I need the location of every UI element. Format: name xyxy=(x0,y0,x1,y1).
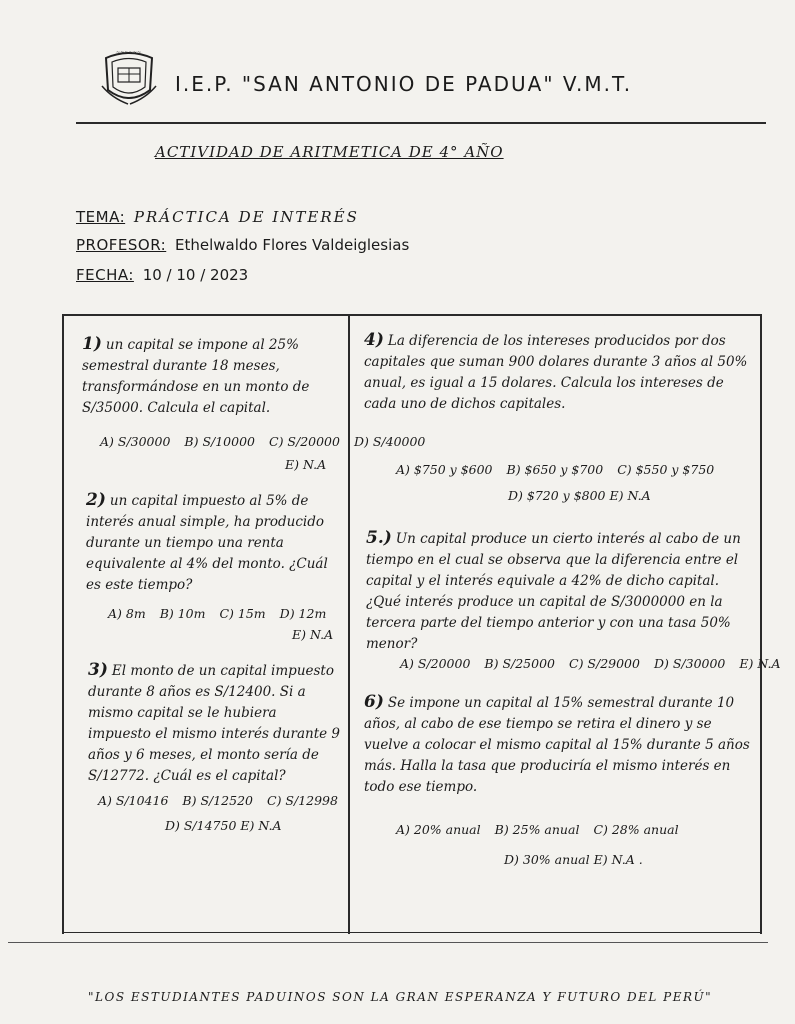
column-divider xyxy=(348,314,350,934)
option: A) $750 y $600 xyxy=(396,462,493,477)
tema-row xyxy=(76,208,359,226)
question-number: 4) xyxy=(364,330,384,350)
question-2-options xyxy=(108,606,340,621)
question-6-extra: D) 30% anual E) N.A . xyxy=(504,852,643,867)
footer-divider xyxy=(8,942,768,943)
question-number: 6) xyxy=(364,692,384,712)
option: B) $650 y $700 xyxy=(506,462,604,477)
question-4-options xyxy=(396,462,728,477)
option: C) S/29000 xyxy=(569,656,640,671)
option: A) 8m xyxy=(108,606,146,621)
profesor-label: PROFESOR: xyxy=(76,236,167,254)
box-left-rule xyxy=(62,314,64,934)
question-number: 2) xyxy=(86,490,106,510)
question-5 xyxy=(366,528,756,655)
question-3 xyxy=(88,660,343,787)
fecha-label: FECHA: xyxy=(76,266,134,284)
option: D) 12m xyxy=(279,606,327,621)
option: C) S/20000 xyxy=(269,434,340,449)
school-seal-logo xyxy=(100,46,158,108)
option: A) 20% anual xyxy=(396,822,481,837)
option: D) S/40000 xyxy=(353,434,426,449)
option: B) 10m xyxy=(159,606,206,621)
header-divider xyxy=(76,122,766,124)
option: E) N.A xyxy=(739,656,781,671)
activity-title: ACTIVIDAD DE ARITMETICA DE 4° AÑO xyxy=(155,143,504,161)
question-text: El monto de un capital impuesto durante 8 años es S/12400. Si a mismo capital se le hubiera impuesto el mismo interés durante 9 años y 6 meses, el monto sería de S/12772. ¿Cuál es el capital? xyxy=(88,663,340,784)
option: C) 28% anual xyxy=(593,822,679,837)
question-text: Se impone un capital al 15% semestral durante 10 años, al cabo de ese tiempo se retira el dinero y se vuelve a colocar el mismo capital al 15% durante 5 años más. Halla la tasa que produciría el mismo interés en todo ese tiempo. xyxy=(364,695,750,795)
question-5-options xyxy=(400,656,795,671)
option: B) S/25000 xyxy=(484,656,555,671)
option: A) S/20000 xyxy=(400,656,471,671)
option: C) 15m xyxy=(219,606,266,621)
option: B) S/10000 xyxy=(184,434,255,449)
question-number: 3) xyxy=(88,660,108,680)
box-top-rule xyxy=(62,314,762,316)
question-4 xyxy=(364,330,754,415)
question-1-extra: E) N.A xyxy=(285,457,327,472)
question-6-options xyxy=(396,822,693,837)
option: C) S/12998 xyxy=(267,793,338,808)
question-number: 1) xyxy=(82,334,102,354)
question-1 xyxy=(82,334,337,419)
svg-text:~~~~~~: ~~~~~~ xyxy=(116,50,142,56)
question-2 xyxy=(86,490,341,596)
option: B) S/12520 xyxy=(182,793,253,808)
question-number: 5.) xyxy=(366,528,392,548)
school-name: I.E.P. "SAN ANTONIO DE PADUA" V.M.T. xyxy=(175,72,633,96)
option: D) S/30000 xyxy=(653,656,726,671)
question-text: un capital impuesto al 5% de interés anual simple, ha producido durante un tiempo una renta equivalente al 4% del monto. ¿Cuál es este tiempo? xyxy=(86,493,328,593)
option: B) 25% anual xyxy=(494,822,580,837)
question-6 xyxy=(364,692,756,798)
question-3-options xyxy=(98,793,352,808)
question-1-options xyxy=(100,434,439,449)
option: A) S/30000 xyxy=(100,434,171,449)
box-right-rule xyxy=(760,314,762,934)
tema-label: TEMA: xyxy=(76,208,126,226)
question-text: Un capital produce un cierto interés al cabo de un tiempo en el cual se observa que la diferencia entre el capital y el interés equivale a 42% de dicho capital. ¿Qué interés produce un capital de S/3000000 en la tercera parte del tiempo anterior y con una tasa 50% menor? xyxy=(366,531,741,652)
box-bottom-rule xyxy=(62,932,762,933)
option: C) $550 y $750 xyxy=(617,462,715,477)
question-2-extra: E) N.A xyxy=(292,627,334,642)
fecha-row xyxy=(76,266,248,284)
question-4-extra: D) $720 y $800 E) N.A xyxy=(508,488,651,503)
question-text: un capital se impone al 25% semestral durante 18 meses, transformándose en un monto de S/35000. Calcula el capital. xyxy=(82,337,310,416)
tema-value: PRÁCTICA DE INTERÉS xyxy=(133,208,359,226)
question-text: La diferencia de los intereses producidos por dos capitales que suman 900 dolares durante 3 años al 50% anual, es igual a 15 dolares. Calcula los intereses de cada uno de dichos capitales. xyxy=(364,333,748,412)
option: A) S/10416 xyxy=(98,793,169,808)
profesor-row xyxy=(76,236,409,254)
footer-motto: "LOS ESTUDIANTES PADUINOS SON LA GRAN ESPERANZA Y FUTURO DEL PERÚ" xyxy=(88,990,713,1004)
fecha-value: 10 / 10 / 2023 xyxy=(142,266,249,284)
question-3-extra: D) S/14750 E) N.A xyxy=(165,818,282,833)
profesor-value: Ethelwaldo Flores Valdeiglesias xyxy=(175,236,410,254)
